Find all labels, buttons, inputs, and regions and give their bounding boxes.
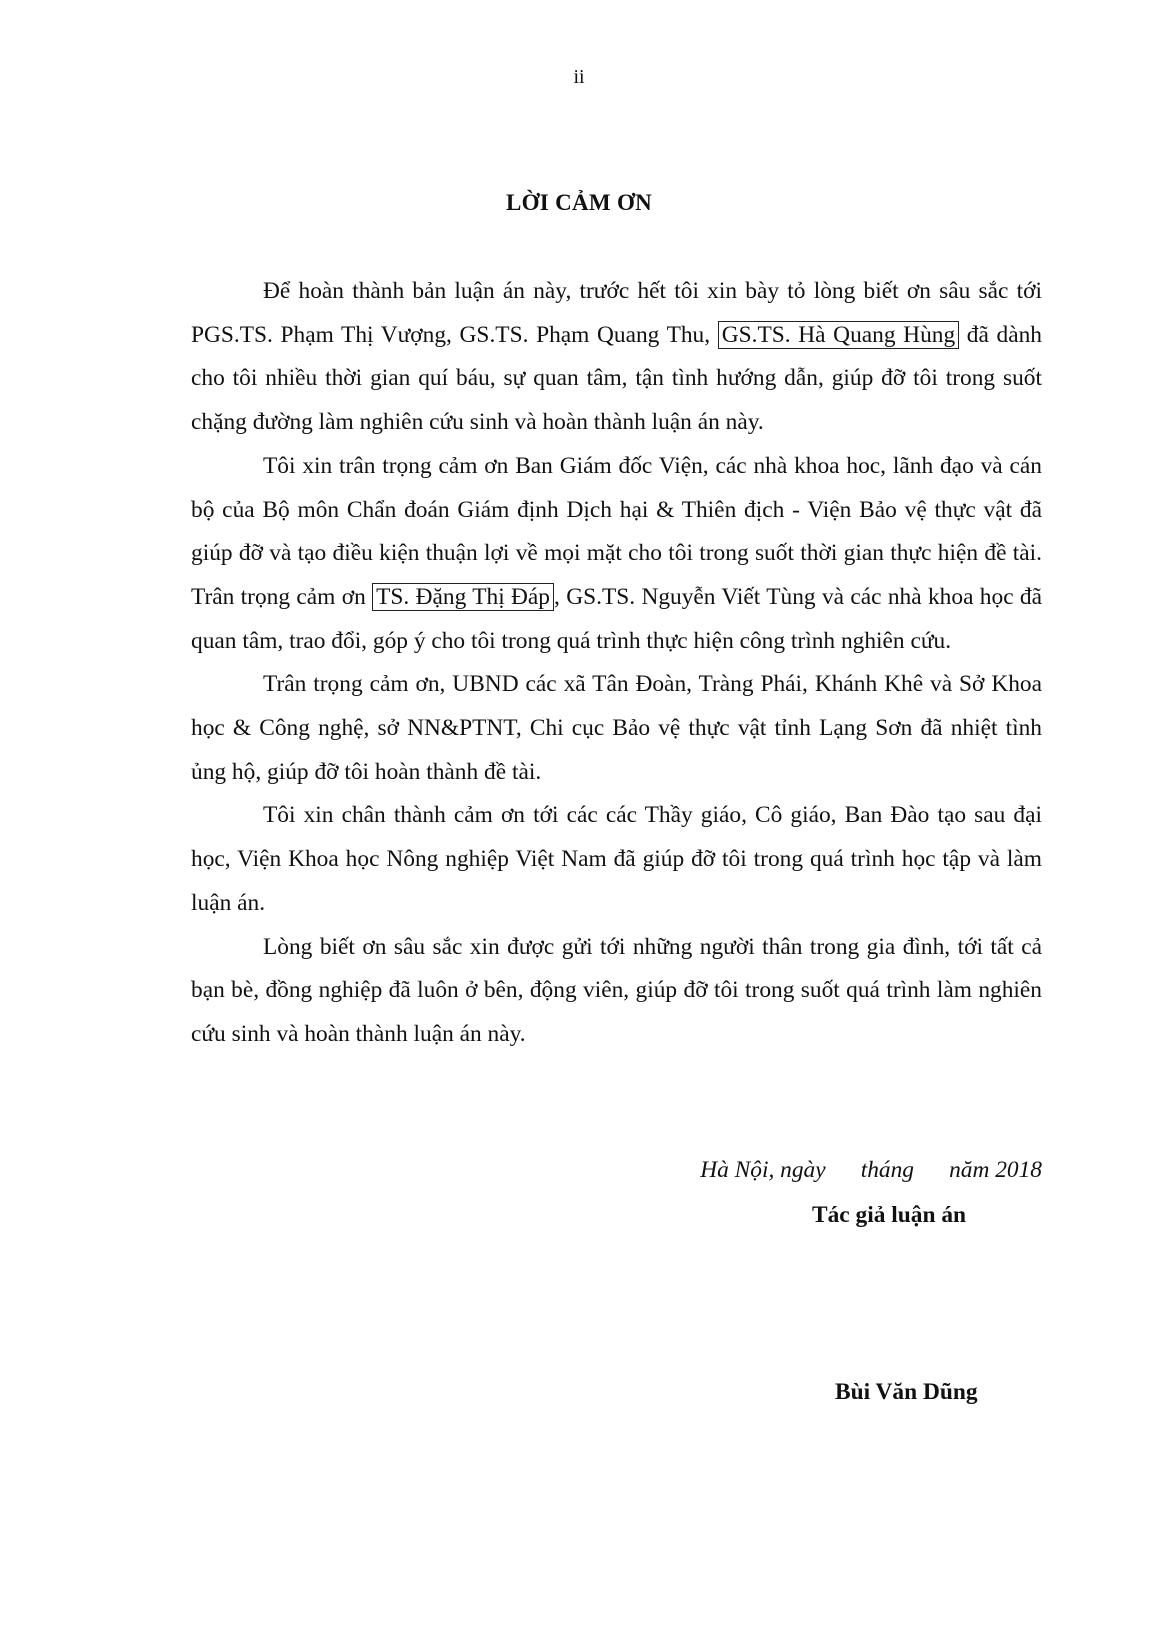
signature-date-line: Hà Nội, ngày tháng năm 2018 — [700, 1157, 1042, 1183]
page-title: LỜI CẢM ƠN — [505, 190, 653, 215]
paragraph-2-text-end: , GS.TS. Nguyễn Viết Tùng và các nhà khoa học đã quan tâm, trao đổi, góp ý cho tôi trong quá trình thực hiện công trình nghiên cứu. — [191, 583, 1042, 654]
paragraph-2 — [191, 445, 1042, 664]
paragraph-4: Tôi xin chân thành cảm ơn tới các các Thầy giáo, Cô giáo, Ban Đào tạo sau đại học, Viện Khoa học Nông nghiệp Việt Nam đã giúp đỡ tôi trong quá trình học tập và làm luận án. — [191, 802, 1042, 916]
paragraph-5: Lòng biết ơn sâu sắc xin được gửi tới những người thân trong gia đình, tới tất cả bạn bè, đồng nghiệp đã luôn ở bên, động viên, giúp đỡ tôi trong suốt quá trình làm nghiên cứu sinh và hoàn thành luận án này. — [191, 933, 1042, 1047]
signature-name: Bùi Văn Dũng — [835, 1379, 978, 1405]
paragraph-1 — [191, 270, 1042, 445]
acknowledgement-body — [191, 270, 1042, 1057]
highlighted-name-box: TS. Đặng Thị Đáp — [372, 583, 554, 611]
paragraph-2-text-start: Tôi xin trân trọng cảm ơn Ban Giám đốc Viện, các nhà khoa hoc, lãnh đạo và cán bộ của Bộ môn Chẩn đoán Giám định Dịch hại & Thiên địch - Viện Bảo vệ thực vật đã giúp đỡ và tạo điều kiện thuận lợi về mọi mặt cho tôi trong suốt thời gian thực hiện đề tài. Trân trọng cảm ơn — [191, 452, 1042, 610]
page-number: ii — [573, 66, 585, 88]
paragraph-1-text-start: Để hoàn thành bản luận án này, trước hết tôi xin bày tỏ lòng biết ơn sâu sắc tới PGS.TS. Phạm Thị Vượng, GS.TS. Phạm Quang Thu, — [191, 278, 1042, 348]
paragraph-1-text-end: đã dành cho tôi nhiều thời gian quí báu, sự quan tâm, tận tình hướng dẫn, giúp đỡ tôi trong suốt chặng đường làm nghiên cứu sinh và hoàn thành luận án này. — [191, 321, 1042, 436]
paragraph-3: Trân trọng cảm ơn, UBND các xã Tân Đoàn, Tràng Phái, Khánh Khê và Sở Khoa học & Công nghệ, sở NN&PTNT, Chi cục Bảo vệ thực vật tỉnh Lạng Sơn đã nhiệt tình ủng hộ, giúp đỡ tôi hoàn thành đề tài. — [191, 671, 1042, 785]
signature-role: Tác giả luận án — [812, 1202, 967, 1228]
highlighted-name-box: GS.TS. Hà Quang Hùng — [718, 321, 959, 349]
